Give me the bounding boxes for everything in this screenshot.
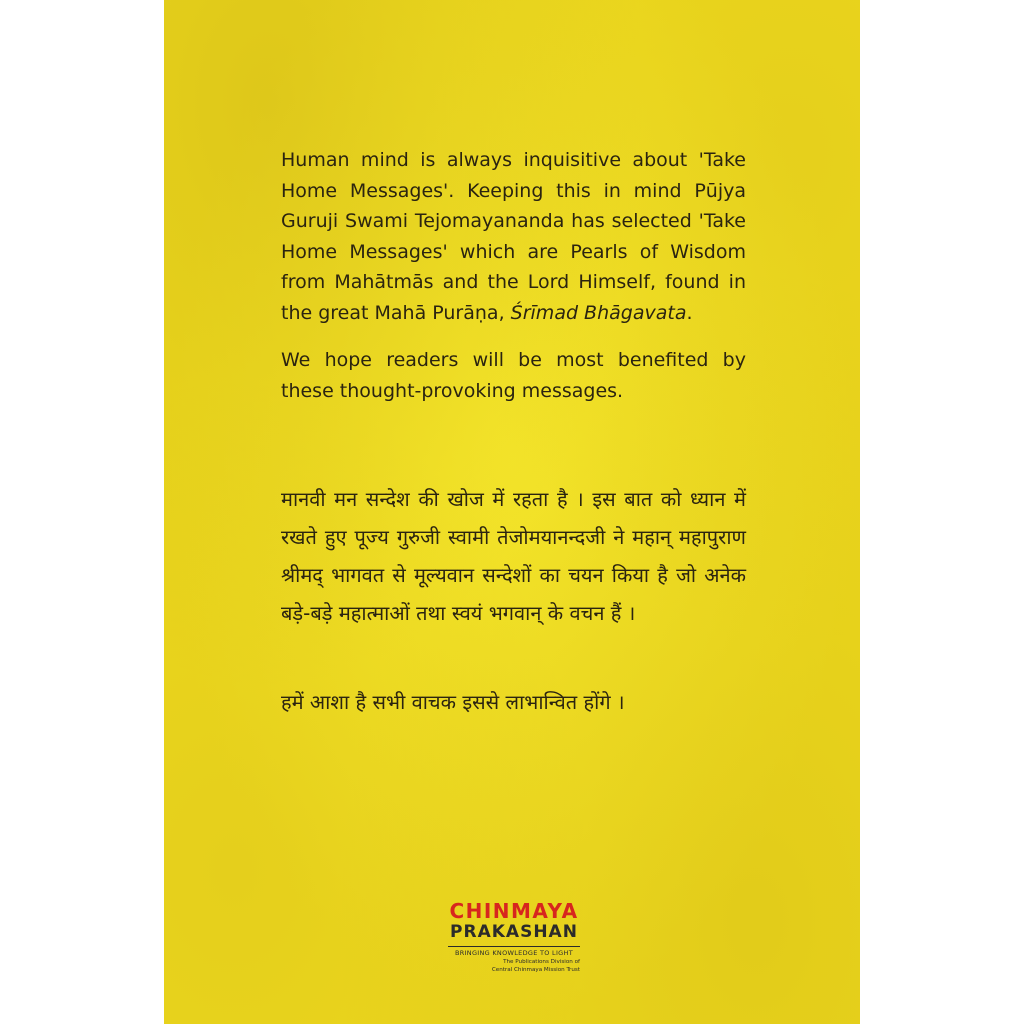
english-description-main: Human mind is always inquisitive about 'Take Home Messages'. Keeping this in mind Pūjya Guruji Swami Tejomayananda has selected 'Take Home Messages' which are Pearls of Wisdom from Mahātmās and the Lord Himself, found in the great Mahā Purāṇa, — [281, 149, 746, 324]
english-closing: We hope readers will be most benefited by these thought-provoking messages. — [281, 349, 746, 402]
publisher-division-line2: Central Chinmaya Mission Trust — [491, 967, 580, 973]
hindi-closing: हमें आशा है सभी वाचक इससे लाभान्वित होंगे । — [281, 690, 625, 714]
book-title-reference: Śrīmad Bhāgavata — [510, 301, 687, 324]
publisher-name-line2: PRAKASHAN — [450, 922, 578, 942]
publisher-logo — [444, 900, 584, 974]
english-description-end: . — [686, 301, 693, 324]
english-description — [281, 145, 746, 328]
publisher-tagline: BRINGING KNOWLEDGE TO LIGHT — [455, 949, 573, 957]
logo-divider — [448, 946, 580, 947]
publisher-division-line1: The Publications Division of — [503, 959, 580, 965]
publisher-name-line1: CHINMAYA — [449, 899, 579, 923]
hindi-description: मानवी मन सन्देश की खोज में रहता है । इस बात को ध्यान में रखते हुए पूज्य गुरुजी स्वामी तेजोमयानन्दजी ने महान् महापुराण श्रीमद् भागवत से मूल्यवान सन्देशों का चयन किया है जो अनेक बड़े-बड़े महात्माओं तथा स्वयं भगवान् के वचन हैं । — [281, 487, 746, 625]
back-cover — [164, 0, 860, 1024]
